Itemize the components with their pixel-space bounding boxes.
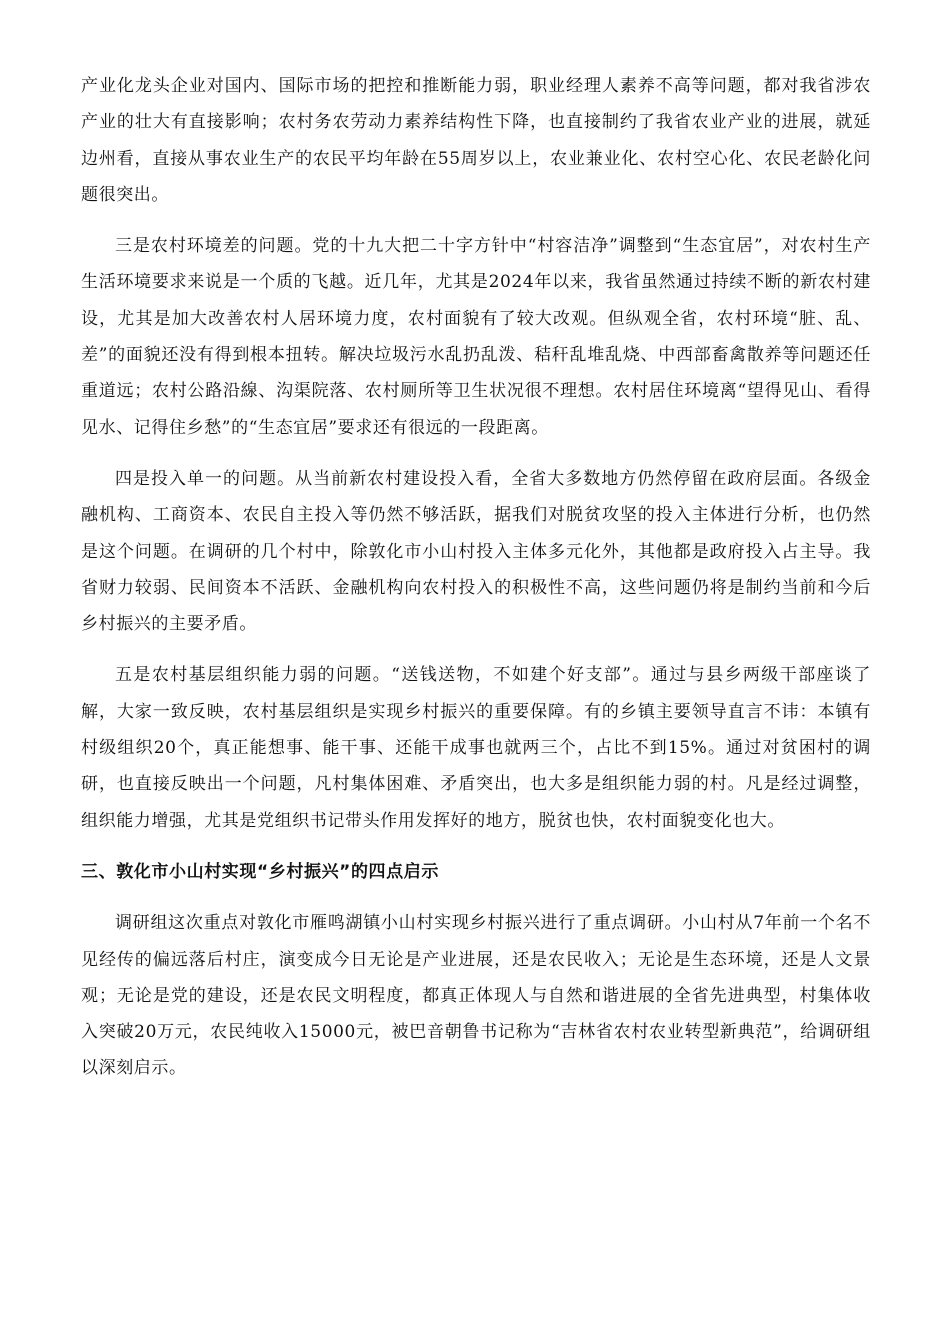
paragraph-continuation: 产业化龙头企业对国内、国际市场的把控和推断能力弱，职业经理人素养不高等问题，都对我省涉农产业的壮大有直接影响；农村务农劳动力素养结构性下降，也直接制约了我省农业产业的进展，就延边州看，直接从事农业生产的农民平均年龄在55周岁以上，农业兼业化、农村空心化、农民老龄化问题很突出。 bbox=[81, 76, 871, 205]
paragraph-organization-issue: 五是农村基层组织能力弱的问题。“送钱送物，不如建个好支部”。通过与县乡两级干部座谈了解，大家一致反映，农村基层组织是实现乡村振兴的重要保障。有的乡镇主要领导直言不讳：本镇有村级组织20个，真正能想事、能干事、还能干成事也就两三个，占比不到15%。通过对贫困村的调研，也直接反映出一个问题，凡村集体困难、矛盾突出，也大多是组织能力弱的村。凡是经过调整，组织能力增强，尤其是党组织书记带头作用发挥好的地方，脱贫也快，农村面貌变化也大。 bbox=[81, 665, 871, 831]
section-heading: 三、敦化市小山村实现“乡村振兴”的四点启示 bbox=[81, 861, 439, 882]
paragraph-xiaoshan-village: 调研组这次重点对敦化市雁鸣湖镇小山村实现乡村振兴进行了重点调研。小山村从7年前一个名不见经传的偏远落后村庄，演变成今日无论是产业进展，还是农民收入；无论是生态环境，还是人文景观；无论是党的建设，还是农民文明程度，都真正体现人与自然和谐进展的全省先进典型，村集体收入突破20万元，农民纯收入15000元，被巴音朝鲁书记称为“吉林省农村农业转型新典范”，给调研组以深刻启示。 bbox=[81, 913, 871, 1079]
paragraph-environment-issue: 三是农村环境差的问题。党的十九大把二十字方针中“村容洁净”调整到“生态宜居”，对农村生产生活环境要求来说是一个质的飞越。近几年，尤其是2024年以来，我省虽然通过持续不断的新农村建设，尤其是加大改善农村人居环境力度，农村面貌有了较大改观。但纵观全省，农村环境“脏、乱、差”的面貌还没有得到根本扭转。解决垃圾污水乱扔乱泼、秸秆乱堆乱烧、中西部畜禽散养等问题还任重道远；农村公路沿線、沟渠院落、农村厕所等卫生状况很不理想。农村居住环境离“望得见山、看得见水、记得住乡愁”的“生态宜居”要求还有很远的一段距离。 bbox=[81, 236, 871, 438]
paragraph-investment-issue: 四是投入单一的问题。从当前新农村建设投入看，全省大多数地方仍然停留在政府层面。各级金融机构、工商资本、农民自主投入等仍然不够活跃，据我们对脱贫攻坚的投入主体进行分析，也仍然是这个问题。在调研的几个村中，除敦化市小山村投入主体多元化外，其他都是政府投入占主导。我省财力较弱、民间资本不活跃、金融机构向农村投入的积极性不高，这些问题仍将是制约当前和今后乡村振兴的主要矛盾。 bbox=[81, 468, 871, 635]
document-body bbox=[81, 68, 871, 1102]
